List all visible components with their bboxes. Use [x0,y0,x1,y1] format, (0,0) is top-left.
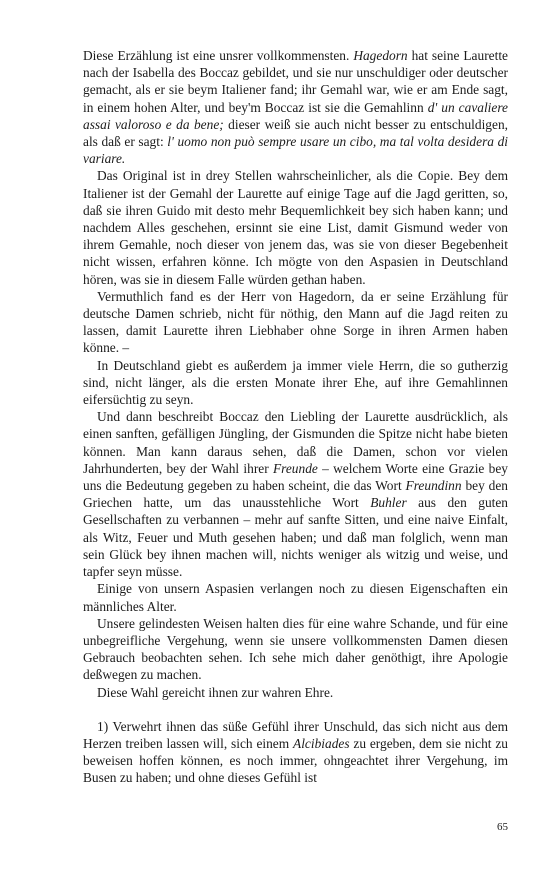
paragraph [83,408,508,580]
paragraph [83,288,508,357]
page-body [83,47,508,787]
italic-text: Alcibiades [293,735,350,751]
italic-text: d' un cavaliere assai valoroso e da bene; [83,99,508,132]
text-run: Und dann beschreibt Boccaz den Liebling der Laurette ausdrücklich, als einen sanften, gefälligen Jüngling, der Gismunden die Spitze nicht habe bieten können. Man kann daraus sehen, daß die Damen, schon vor vielen Jahrhunderten, bey der Wahl ihrer [83,409,508,476]
paragraph [83,357,508,409]
paragraph [83,615,508,684]
italic-text: l' uomo non può sempre usare un cibo, ma tal volta desidera di variare. [83,134,508,167]
text-run: hat seine Laurette nach der Isabella des Boccaz gebildet, und sie nur unschuldiger oder deutscher gemacht, als er sie beym Italiener fand; ihr Gemahl war, wie er am Ende sagt, in einem hohen Alter, und bey'm Boccaz ist sie die Gemahlinn [83,48,508,115]
text-run: Unsere gelindesten Weisen halten dies für eine wahre Schande, und für eine unbegreifliche Vergehung, wenn sie unsere vollkommensten Damen diesen Gebrauch beobachten sehen. Ich sehe mich daher genöthigt, ihre Apologie deßwegen zu machen. [83,615,508,683]
italic-text: Buhler [370,495,407,511]
text-run: aus den guten Gesellschaften zu verbannen – mehr auf sanfte Sitten, und eine naive Einfalt, als Witz, Feuer und Muth gesehen haben; und daß man folglich, wenn man sein Glück bey ihnen machen will, nichts weniger als witzig und weise, und tapfer seyn müsse. [83,495,508,580]
text-run: Vermuthlich fand es der Herr von Hagedorn, da er seine Erzählung für deutsche Damen schrieb, nicht für nöthig, den Mann auf die Jagd reiten zu lassen, damit Laurette ihren Liebhaber ohne Sorge in ihren Armen haben könne. – [83,288,508,356]
page-number: 65 [497,821,508,833]
text-run: Einige von unsern Aspasien verlangen noch zu diesen Eigenschaften ein männliches Alter. [83,581,508,614]
text-run: Diese Wahl gereicht ihnen zur wahren Ehre. [97,684,334,700]
text-run: 1) Verwehrt ihnen das süße Gefühl ihrer Unschuld, das sich nicht aus dem Herzen treiben lassen will, sich einem [83,718,508,751]
italic-text: Hagedorn [353,48,408,63]
paragraph [83,167,508,287]
text-run: Das Original ist in drey Stellen wahrscheinlicher, als die Copie. Bey dem Italiener ist der Gemahl der Laurette auf einige Tage auf die Jagd geritten, so, daß sie ihren Guido mit desto mehr Bequemlichkeit bey sich haben kann; und nachdem Alles geschehen, ersinnt sie eine List, damit Gismund weder von ihrem Gemahle, noch dieser von jenem das, was sie von dieser Begebenheit nicht wissen, erfahren könne. Ich mögte von den Aspasien in Deutschland hören, was sie in diesem Falle würden gethan haben. [83,168,508,287]
paragraph [83,718,508,787]
text-run: – welchem Worte eine Grazie bey uns die Bedeutung gegeben zu haben scheint, die das Wort [83,460,508,494]
paragraph [83,580,508,614]
text-run: In Deutschland giebt es außerdem ja immer viele Herrn, die so gutherzig sind, nicht länger, als die ersten Monate ihrer Ehe, auf ihre Gemahlinnen eifersüchtig zu seyn. [83,357,508,408]
text-run: dieser weiß sie auch nicht besser zu entschuldigen, als daß er sagt: [83,116,508,150]
italic-text: Freundinn [405,478,462,494]
paragraph [83,47,508,167]
text-run: Diese Erzählung ist eine unsrer vollkommensten. [83,48,354,63]
text-run: bey den Griechen hatte, um das unausstehliche Wort [83,478,508,511]
paragraph [83,684,508,701]
italic-text: Freunde [272,460,318,476]
text-run: zu ergeben, dem sie nicht zu beweisen hoffen können, es noch immer, ohngeachtet ihrer Vergehung, im Busen zu haben; und ohne dieses Gefühl ist [83,735,508,786]
